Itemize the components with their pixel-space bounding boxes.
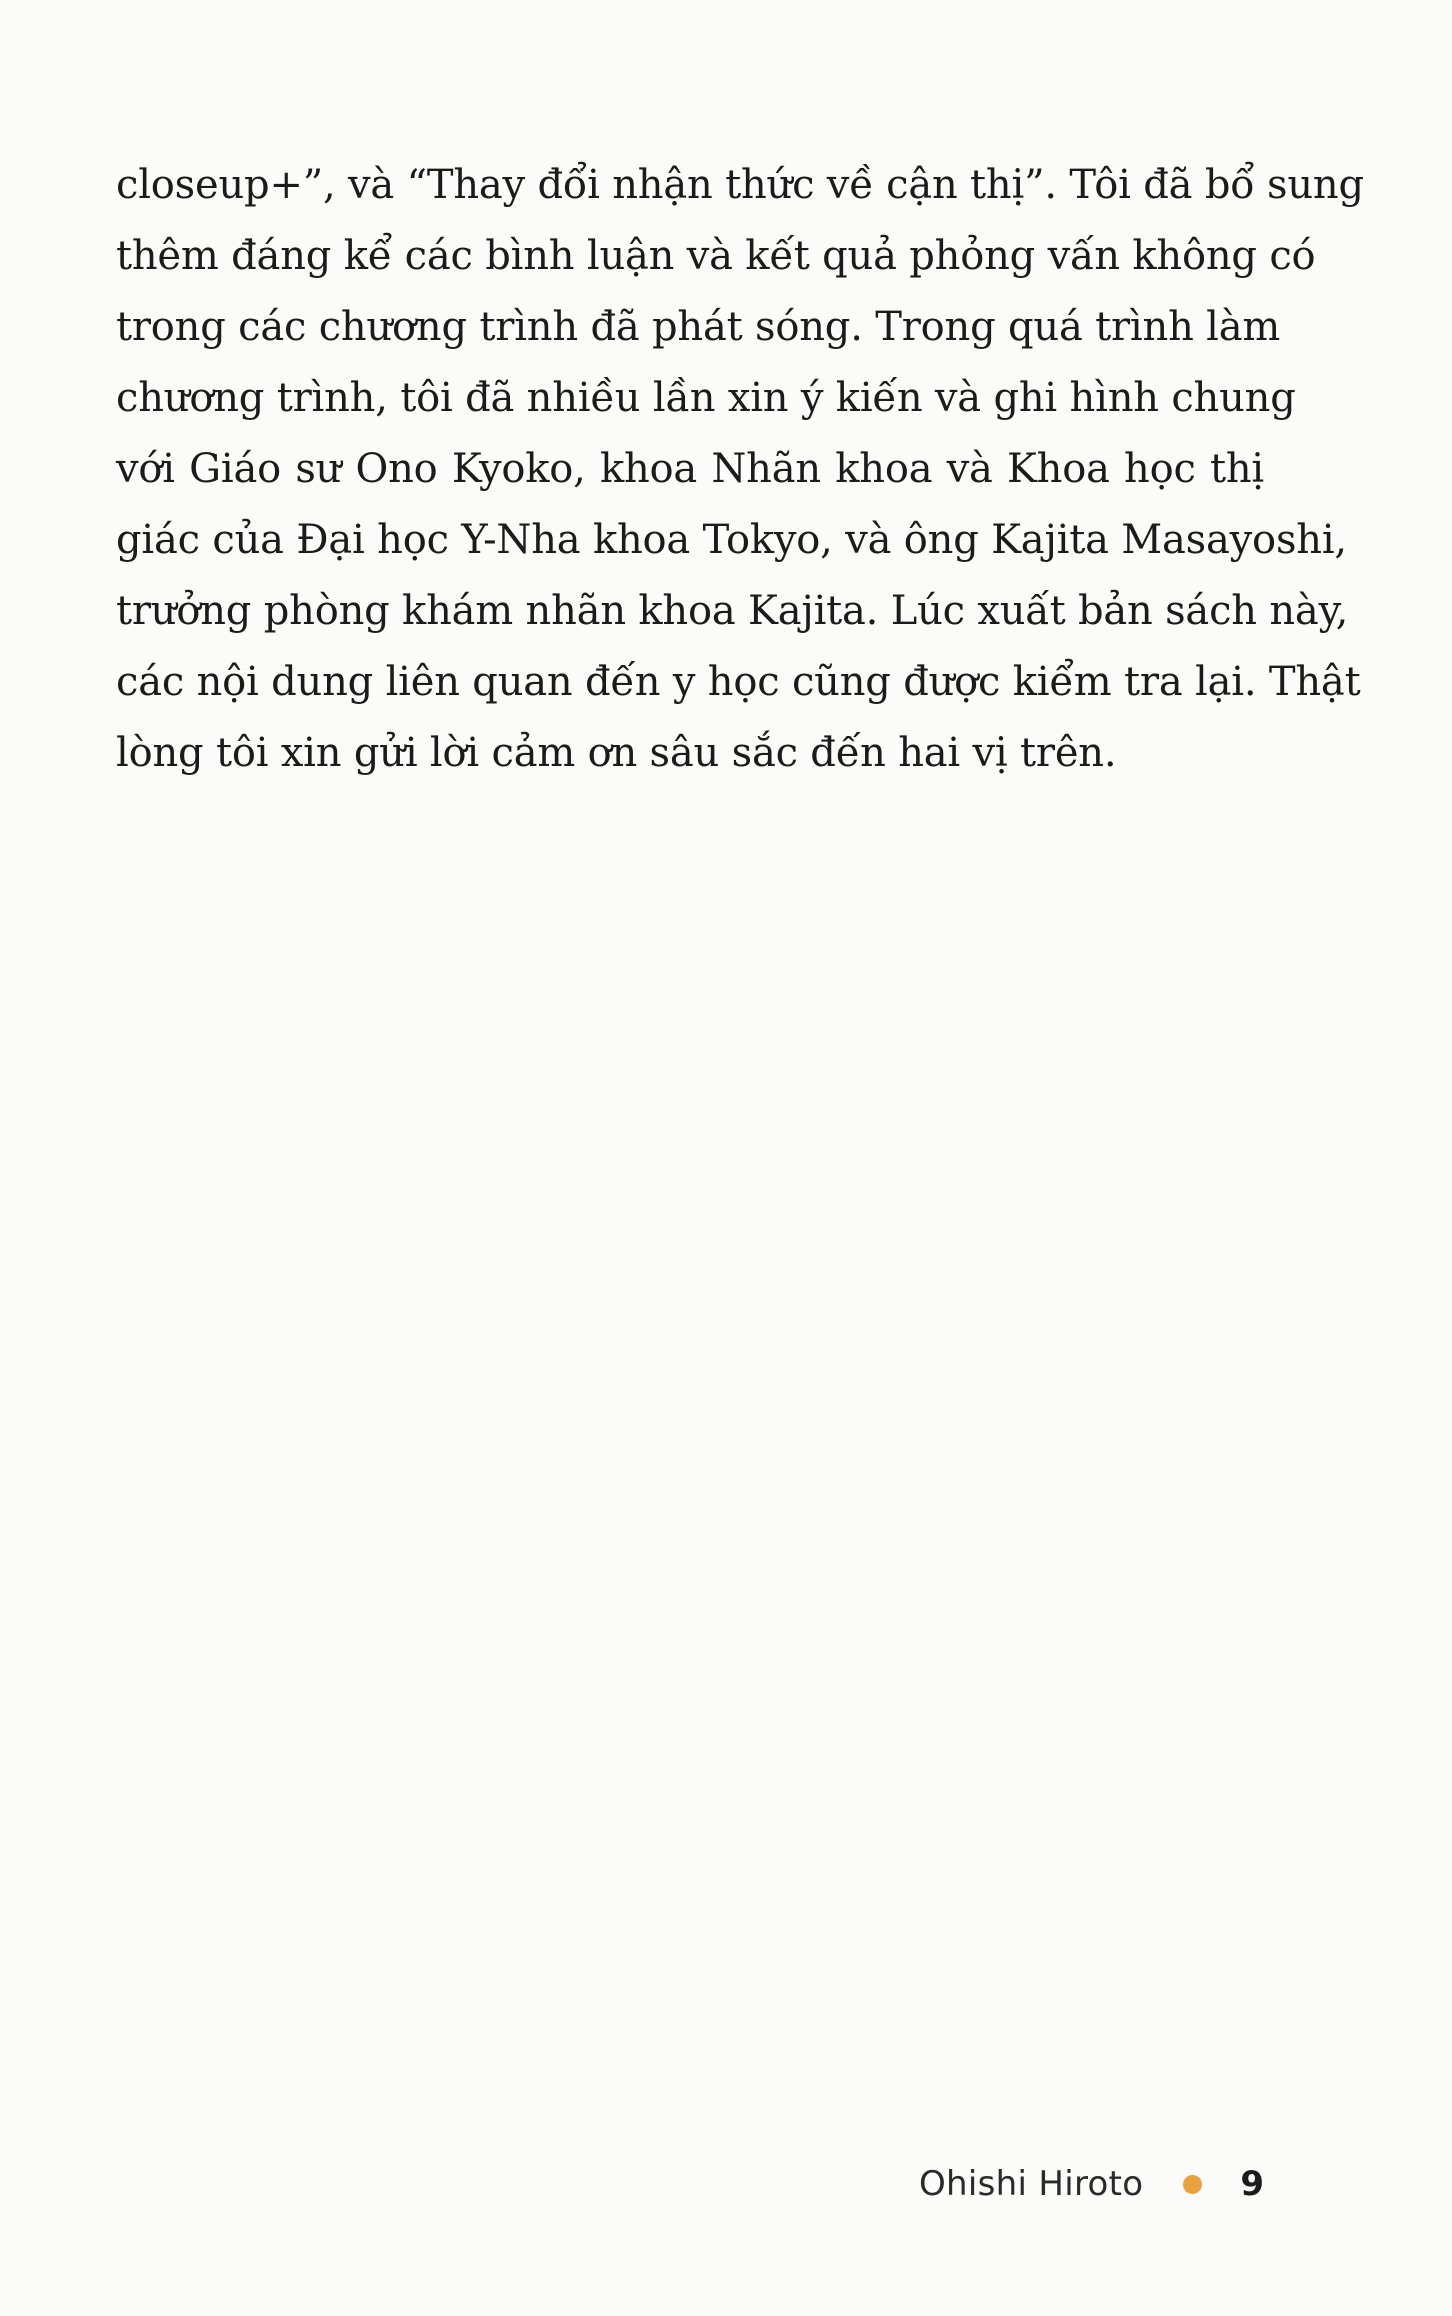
- text-line: với Giáo sư Ono Kyoko, khoa Nhãn khoa và Khoa học thị: [116, 446, 1264, 492]
- footer-author: Ohishi Hiroto: [918, 2164, 1144, 2204]
- text-line: trưởng phòng khám nhãn khoa Kajita. Lúc xuất bản sách này,: [116, 588, 1349, 634]
- text-line: các nội dung liên quan đến y học cũng được kiểm tra lại. Thật: [116, 659, 1361, 705]
- body-paragraph: [116, 150, 1364, 789]
- page-footer: [919, 2162, 1264, 2206]
- text-line: giác của Đại học Y-Nha khoa Tokyo, và ông Kajita Masayoshi,: [116, 517, 1347, 563]
- page-number: 9: [1240, 2164, 1264, 2204]
- text-line: chương trình, tôi đã nhiều lần xin ý kiến và ghi hình chung: [116, 375, 1296, 421]
- text-line: closeup+”, và “Thay đổi nhận thức về cận thị”. Tôi đã bổ sung: [116, 162, 1364, 208]
- text-line: trong các chương trình đã phát sóng. Trong quá trình làm: [116, 304, 1281, 350]
- footer-dot-icon: [1183, 2175, 1202, 2194]
- text-line: thêm đáng kể các bình luận và kết quả phỏng vấn không có: [116, 233, 1316, 279]
- text-line: lòng tôi xin gửi lời cảm ơn sâu sắc đến hai vị trên.: [116, 730, 1117, 776]
